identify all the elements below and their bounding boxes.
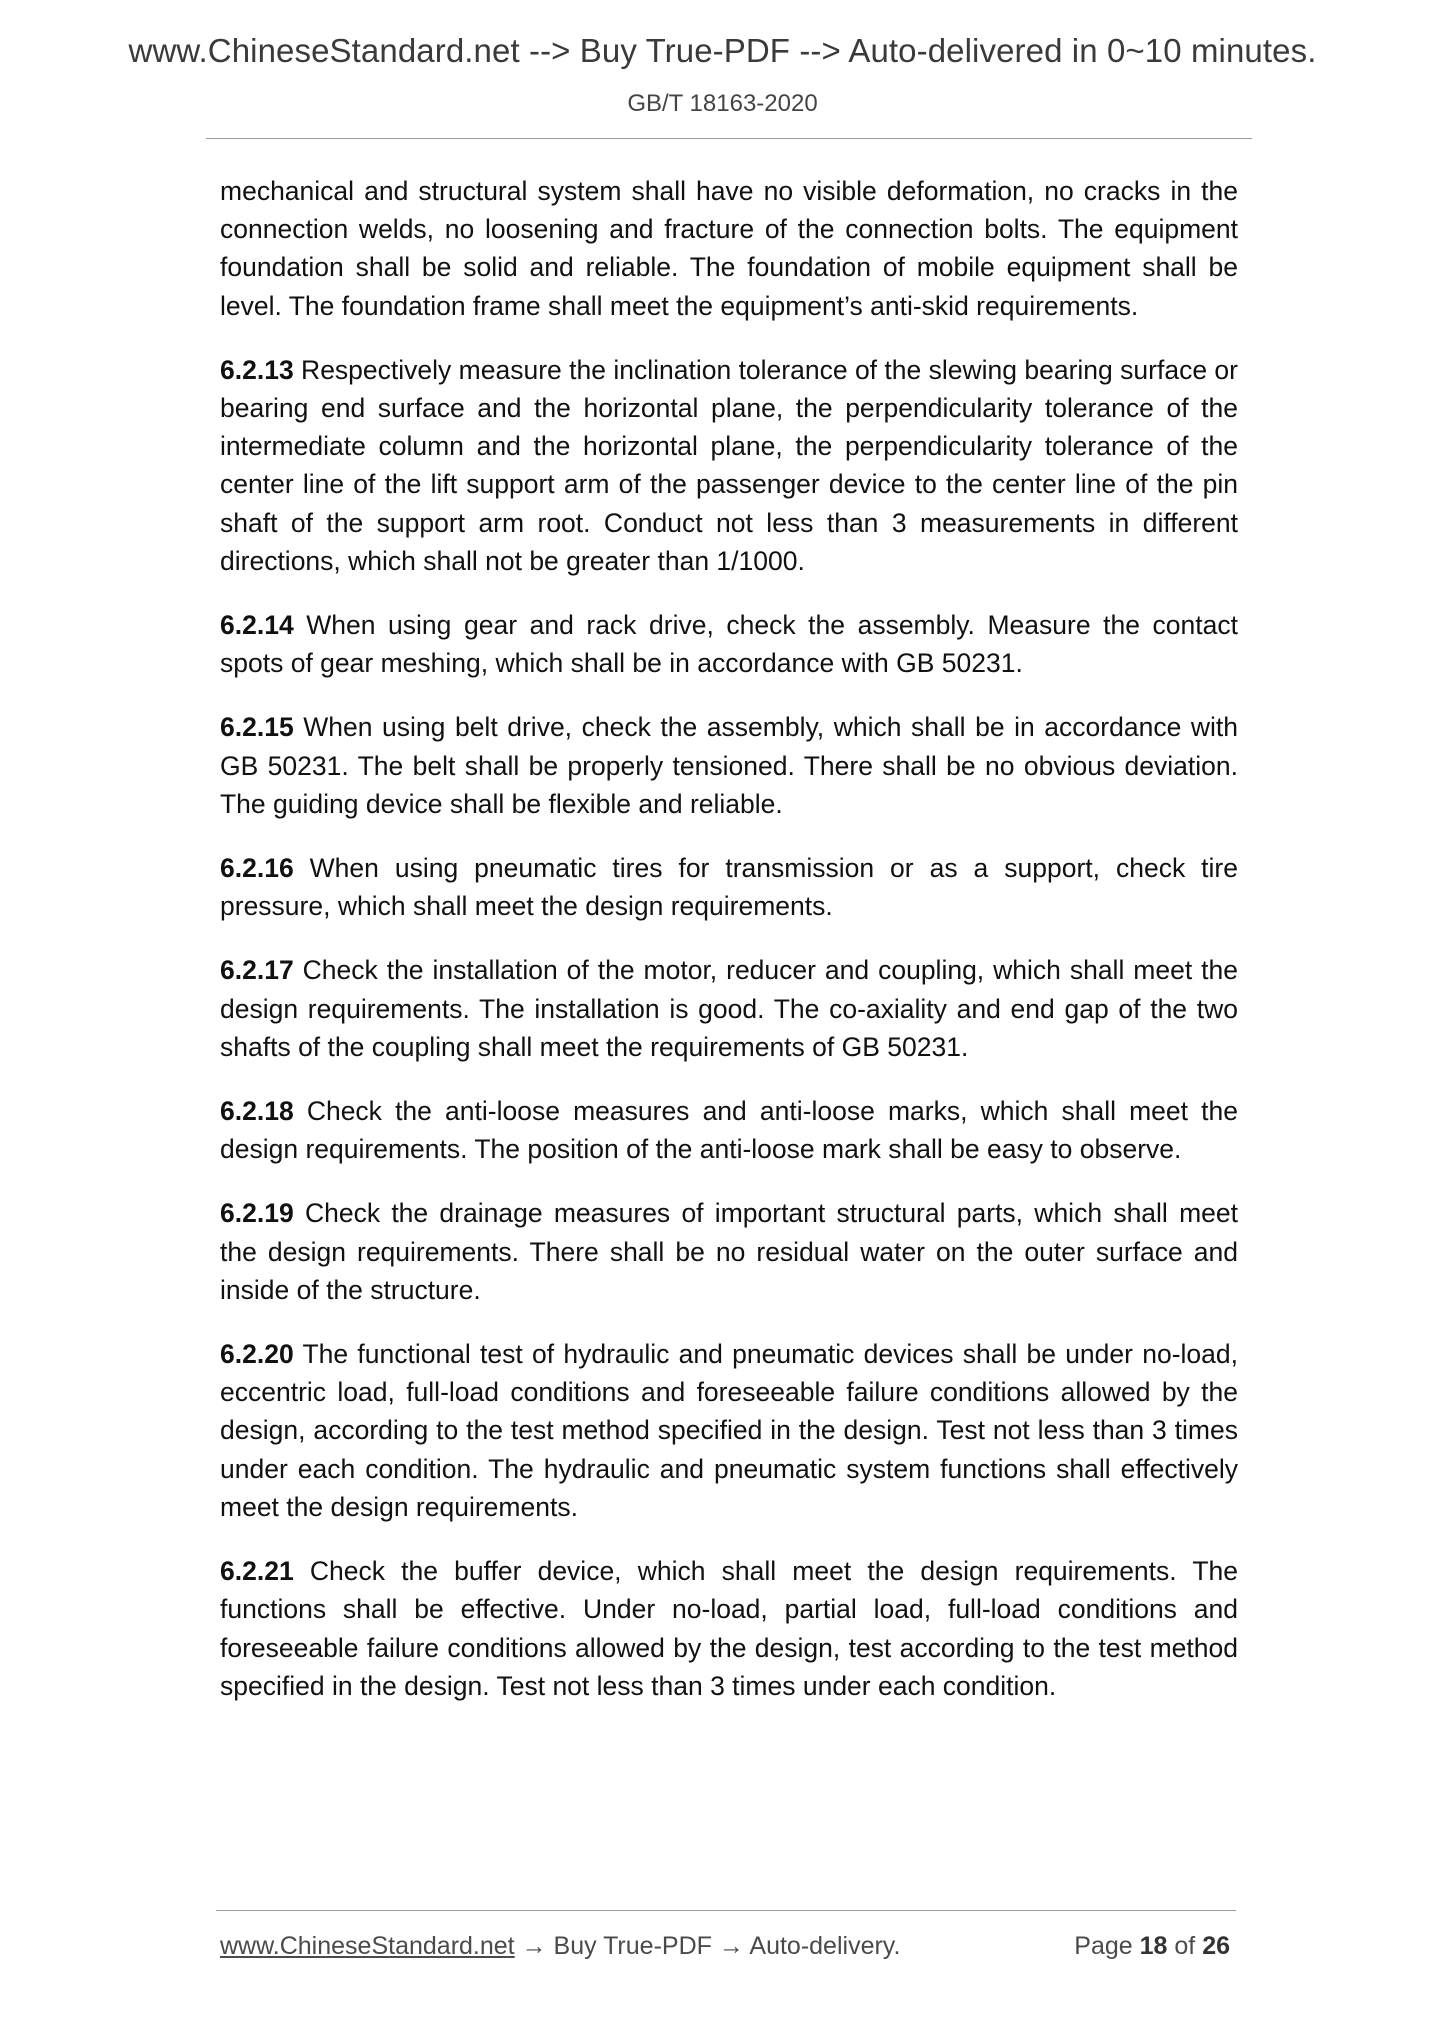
clause-text: Check the drainage measures of important structural parts, which shall meet the design requirements. There shall be no residual water on the outer surface and inside of the structure. <box>220 1198 1238 1305</box>
clause-6-2-16 <box>220 849 1238 925</box>
footer-promo <box>220 1932 900 1961</box>
paragraph-text: mechanical and structural system shall have no visible deformation, no cracks in the connection welds, no loosening and fracture of the connection bolts. The equipment foundation shall be solid and reliable. The foundation of mobile equipment shall be level. The foundation frame shall meet the equipment’s anti-skid requirements. <box>220 176 1238 321</box>
current-page-number: 18 <box>1139 1932 1168 1960</box>
clause-text: Check the installation of the motor, reducer and coupling, which shall meet the design requirements. The installation is good. The co-axiality and end gap of the two shafts of the coupling shall meet the requirements of GB 50231. <box>220 955 1238 1062</box>
document-body <box>220 172 1238 1731</box>
clause-text: When using belt drive, check the assembly, which shall be in accordance with GB 50231. The belt shall be properly tensioned. There shall be no obvious deviation. The guiding device shall be flexible and reliable. <box>220 712 1238 819</box>
clause-6-2-21 <box>220 1552 1238 1705</box>
clause-number: 6.2.18 <box>220 1096 294 1127</box>
clause-text: Check the anti-loose measures and anti-loose marks, which shall meet the design requirements. The position of the anti-loose mark shall be easy to observe. <box>220 1096 1238 1165</box>
clause-number: 6.2.15 <box>220 712 294 743</box>
clause-6-2-14 <box>220 606 1238 682</box>
clause-number: 6.2.16 <box>220 853 294 884</box>
page-indicator <box>1074 1932 1230 1961</box>
page-label: Page <box>1074 1932 1140 1960</box>
paragraph-continuation <box>220 172 1238 325</box>
of-label: of <box>1167 1932 1203 1960</box>
clause-text: Respectively measure the inclination tolerance of the slewing bearing surface or bearing end surface and the horizontal plane, the perpendicularity tolerance of the intermediate column and the horizontal plane, the perpendicularity tolerance of the center line of the lift support arm of the passenger device to the center line of the pin shaft of the support arm root. Conduct not less than 3 measurements in different directions, which shall not be greater than 1/1000. <box>220 354 1238 576</box>
clause-number: 6.2.14 <box>220 610 294 641</box>
clause-6-2-13 <box>220 351 1238 580</box>
clause-6-2-17 <box>220 951 1238 1066</box>
clause-6-2-18 <box>220 1092 1238 1168</box>
clause-number: 6.2.21 <box>220 1556 294 1587</box>
header-divider <box>206 138 1252 139</box>
footer-divider <box>216 1910 1236 1911</box>
site-banner: www.ChineseStandard.net --> Buy True-PDF --> Auto-delivered in 0~10 minutes. <box>128 32 1317 69</box>
clause-number: 6.2.13 <box>220 354 294 385</box>
clause-number: 6.2.19 <box>220 1198 294 1229</box>
clause-text: When using pneumatic tires for transmission or as a support, check tire pressure, which shall meet the design requirements. <box>220 853 1238 922</box>
total-pages-number: 26 <box>1202 1932 1230 1960</box>
clause-text: When using gear and rack drive, check the assembly. Measure the contact spots of gear meshing, which shall be in accordance with GB 50231. <box>220 610 1238 679</box>
clause-number: 6.2.17 <box>220 955 294 986</box>
clause-6-2-20 <box>220 1335 1238 1526</box>
standard-code: GB/T 18163-2020 <box>627 90 818 117</box>
clause-text: The functional test of hydraulic and pneumatic devices shall be under no-load, eccentric load, full-load conditions and foreseeable failure conditions allowed by the design, according to the test method specified in the design. Test not less than 3 times under each condition. The hydraulic and pneumatic system functions shall effectively meet the design requirements. <box>220 1339 1238 1522</box>
clause-6-2-15 <box>220 708 1238 823</box>
site-link[interactable]: www.ChineseStandard.net <box>220 1932 515 1960</box>
clause-number: 6.2.20 <box>220 1339 294 1370</box>
clause-6-2-19 <box>220 1194 1238 1309</box>
footer-tagline: → Buy True-PDF → Auto-delivery. <box>514 1932 901 1960</box>
clause-text: Check the buffer device, which shall meet the design requirements. The functions shall be effective. Under no-load, partial load, full-load conditions and foreseeable failure conditions allowed by the design, test according to the test method specified in the design. Test not less than 3 times under each condition. <box>220 1556 1238 1701</box>
